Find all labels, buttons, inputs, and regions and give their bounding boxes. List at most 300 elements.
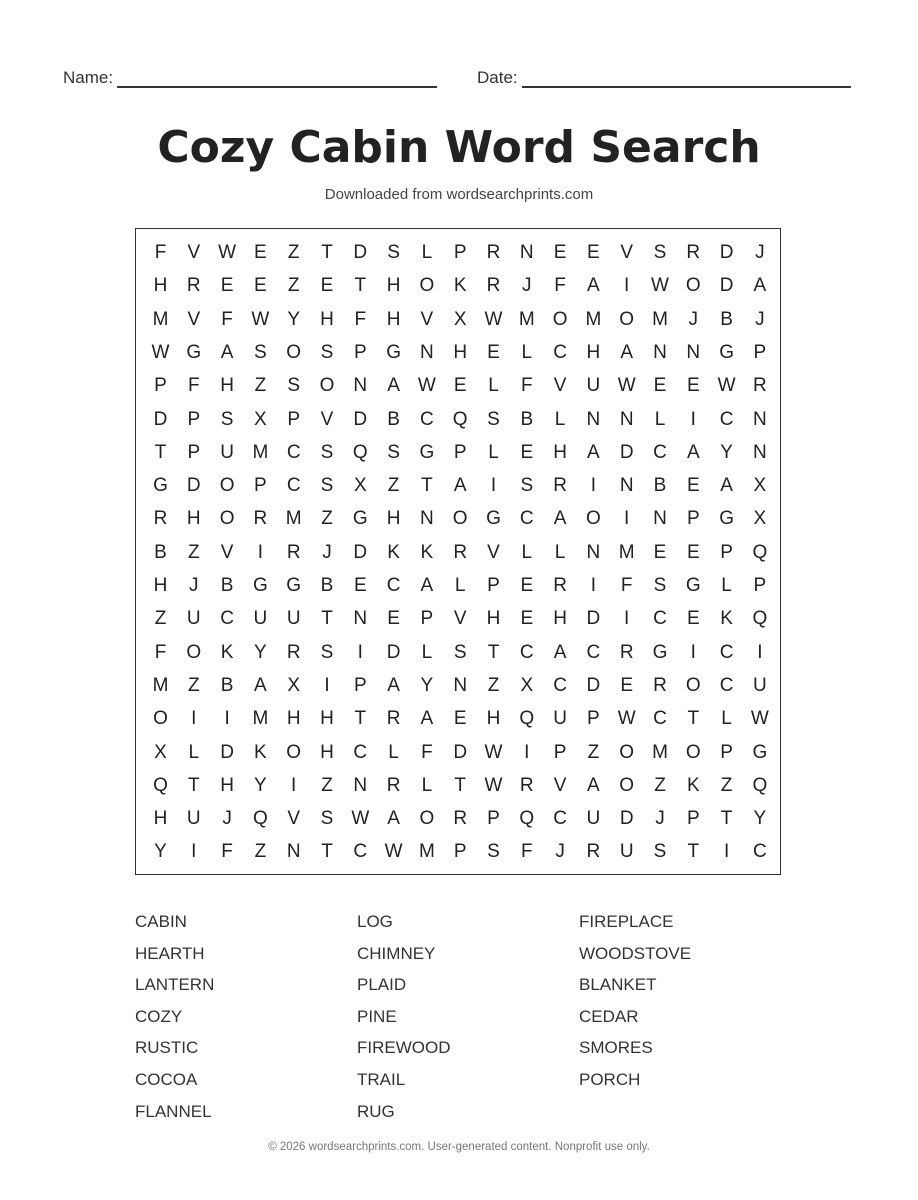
grid-letter: W xyxy=(617,708,636,730)
word-list-item: COZY xyxy=(135,1006,183,1026)
grid-letter: E xyxy=(520,608,534,630)
grid-letter: U xyxy=(186,608,201,630)
grid-letter: Z xyxy=(154,608,167,630)
grid-letter: B xyxy=(220,575,234,596)
grid-letter: D xyxy=(220,741,234,763)
grid-letter: V xyxy=(553,774,567,796)
grid-letter: G xyxy=(386,341,401,363)
word-list-item: SMORES xyxy=(579,1038,653,1058)
grid-letter: Y xyxy=(154,841,167,863)
grid-letter: F xyxy=(221,841,233,863)
grid-letter: V xyxy=(187,242,201,263)
grid-letter: E xyxy=(487,341,500,363)
grid-letter: U xyxy=(586,375,601,397)
grid-letter: S xyxy=(387,242,400,263)
grid-row xyxy=(136,602,780,635)
grid-letter: K xyxy=(387,541,400,563)
grid-letter: N xyxy=(420,508,434,530)
grid-letter: M xyxy=(252,441,269,463)
grid-letter: I xyxy=(690,641,696,663)
grid-letter: H xyxy=(386,508,401,530)
word-list-item: HEARTH xyxy=(135,943,205,963)
grid-letter: A xyxy=(220,341,234,363)
grid-letter: T xyxy=(421,475,433,497)
grid-letter: P xyxy=(187,441,201,463)
grid-letter: E xyxy=(520,575,534,596)
grid-letter: M xyxy=(652,308,668,330)
grid-letter: A xyxy=(720,475,733,497)
grid-letter: W xyxy=(251,308,270,330)
grid-letter: Z xyxy=(387,475,400,497)
grid-letter: T xyxy=(321,608,333,630)
grid-letter: T xyxy=(687,841,700,863)
grid-letter: G xyxy=(153,475,168,497)
grid-letter: D xyxy=(353,242,368,263)
grid-letter: N xyxy=(753,441,767,463)
grid-letter: G xyxy=(352,508,368,530)
grid-letter: D xyxy=(186,475,201,497)
grid-letter: G xyxy=(253,575,268,596)
grid-letter: Q xyxy=(519,808,535,830)
grid-letter: G xyxy=(486,508,501,530)
grid-row xyxy=(136,802,780,835)
grid-letter: U xyxy=(753,674,767,696)
grid-letter: R xyxy=(386,708,401,730)
grid-letter: G xyxy=(286,575,302,596)
grid-letter: F xyxy=(187,375,200,397)
grid-letter: Q xyxy=(452,408,468,430)
grid-letter: Y xyxy=(720,441,733,463)
grid-letter: I xyxy=(357,641,363,663)
grid-letter: Y xyxy=(753,808,767,830)
grid-letter: H xyxy=(153,275,168,297)
grid-row xyxy=(136,769,780,802)
grid-letter: D xyxy=(586,674,601,696)
grid-letter: R xyxy=(486,242,501,263)
grid-letter: D xyxy=(453,741,468,763)
grid-letter: O xyxy=(619,774,635,796)
grid-letter: G xyxy=(419,441,435,463)
grid-letter: I xyxy=(624,608,630,630)
grid-letter: V xyxy=(187,308,201,330)
grid-letter: L xyxy=(454,575,466,596)
grid-letter: T xyxy=(687,708,700,730)
grid-letter: E xyxy=(686,608,700,630)
grid-letter: L xyxy=(488,375,499,397)
grid-letter: P xyxy=(553,741,567,763)
grid-letter: H xyxy=(153,575,168,596)
grid-letter: X xyxy=(520,674,534,696)
grid-letter: R xyxy=(286,641,301,663)
grid-letter: D xyxy=(619,441,634,463)
grid-letter: E xyxy=(620,674,634,696)
grid-letter: A xyxy=(453,475,467,497)
grid-letter: O xyxy=(286,341,302,363)
grid-letter: W xyxy=(151,341,170,363)
grid-letter: X xyxy=(154,741,167,763)
grid-letter: U xyxy=(286,608,301,630)
grid-letter: S xyxy=(487,841,500,863)
grid-letter: Z xyxy=(587,741,600,763)
grid-row xyxy=(136,502,780,535)
grid-letter: Y xyxy=(420,674,434,696)
grid-letter: U xyxy=(619,841,634,863)
grid-letter: I xyxy=(690,408,696,430)
word-list-item: BLANKET xyxy=(579,975,657,995)
grid-letter: H xyxy=(220,375,234,397)
grid-letter: P xyxy=(420,608,434,630)
grid-letter: O xyxy=(552,308,568,330)
grid-letter: A xyxy=(254,674,267,696)
grid-letter: N xyxy=(453,674,468,696)
grid-letter: F xyxy=(620,575,633,596)
grid-letter: N xyxy=(686,341,701,363)
grid-letter: B xyxy=(653,475,667,497)
grid-letter: E xyxy=(587,242,600,263)
grid-letter: K xyxy=(453,275,467,297)
grid-letter: K xyxy=(254,741,267,763)
grid-letter: E xyxy=(653,375,667,397)
grid-letter: N xyxy=(586,541,601,563)
grid-row xyxy=(136,369,780,402)
grid-letter: J xyxy=(755,242,765,263)
grid-letter: S xyxy=(320,808,334,830)
grid-letter: H xyxy=(586,341,601,363)
grid-letter: O xyxy=(452,508,468,530)
grid-letter: S xyxy=(320,441,334,463)
grid-letter: S xyxy=(487,408,500,430)
grid-letter: H xyxy=(153,808,168,830)
grid-letter: I xyxy=(524,741,530,763)
grid-letter: L xyxy=(721,575,732,596)
grid-letter: X xyxy=(753,508,767,530)
grid-letter: A xyxy=(587,275,600,297)
grid-letter: R xyxy=(519,774,534,796)
grid-letter: T xyxy=(321,242,333,263)
grid-letter: C xyxy=(553,808,567,830)
grid-letter: I xyxy=(590,475,597,497)
grid-letter: R xyxy=(386,774,401,796)
grid-letter: T xyxy=(487,641,500,663)
word-list-item: PINE xyxy=(357,1006,397,1026)
grid-letter: W xyxy=(351,808,370,830)
grid-letter: Q xyxy=(752,541,768,563)
grid-letter: N xyxy=(420,341,434,363)
grid-letter: L xyxy=(488,441,499,463)
grid-letter: A xyxy=(387,375,400,397)
grid-letter: B xyxy=(720,308,733,330)
grid-letter: M xyxy=(252,708,269,730)
grid-letter: K xyxy=(686,774,700,796)
grid-letter: C xyxy=(653,608,667,630)
grid-letter: U xyxy=(186,808,201,830)
grid-letter: I xyxy=(224,708,230,730)
grid-row xyxy=(136,269,780,302)
grid-letter: F xyxy=(554,275,566,297)
grid-letter: J xyxy=(755,308,765,330)
grid-letter: J xyxy=(655,808,665,830)
grid-letter: D xyxy=(353,541,368,563)
grid-letter: C xyxy=(553,341,567,363)
grid-letter: H xyxy=(486,708,501,730)
grid-letter: D xyxy=(586,608,601,630)
grid-letter: M xyxy=(152,308,169,330)
grid-row xyxy=(136,436,780,469)
grid-letter: U xyxy=(586,808,601,830)
grid-letter: C xyxy=(286,475,301,497)
grid-letter: B xyxy=(320,575,334,596)
grid-letter: O xyxy=(286,741,302,763)
grid-letter: L xyxy=(554,541,566,563)
grid-letter: A xyxy=(387,808,400,830)
grid-letter: G xyxy=(719,508,734,530)
grid-letter: R xyxy=(286,541,301,563)
grid-letter: U xyxy=(553,708,567,730)
grid-letter: P xyxy=(753,575,767,596)
date-field xyxy=(477,68,851,88)
grid-letter: F xyxy=(520,375,533,397)
grid-letter: T xyxy=(454,774,466,796)
grid-letter: J xyxy=(322,541,332,563)
grid-letter: T xyxy=(187,774,200,796)
word-list-item: LOG xyxy=(357,912,393,931)
grid-letter: W xyxy=(218,242,237,263)
grid-letter: C xyxy=(353,741,368,763)
grid-letter: K xyxy=(220,641,234,663)
grid-letter: C xyxy=(553,674,567,696)
grid-letter: P xyxy=(287,408,301,430)
grid-letter: S xyxy=(387,441,400,463)
word-list-item: WOODSTOVE xyxy=(579,943,692,963)
grid-letter: V xyxy=(420,308,434,330)
grid-row xyxy=(136,469,780,502)
grid-letter: R xyxy=(553,575,567,596)
grid-letter: N xyxy=(653,341,667,363)
grid-letter: I xyxy=(324,674,330,696)
grid-letter: W xyxy=(651,275,669,297)
grid-letter: S xyxy=(320,641,334,663)
grid-row xyxy=(136,835,780,868)
date-line xyxy=(522,72,851,88)
grid-letter: T xyxy=(154,441,167,463)
grid-letter: C xyxy=(586,641,601,663)
grid-letter: P xyxy=(353,674,367,696)
grid-letter: P xyxy=(686,508,700,530)
grid-letter: F xyxy=(421,741,433,763)
word-list-item: COCOA xyxy=(135,1070,198,1089)
grid-letter: A xyxy=(420,575,434,596)
grid-letter: I xyxy=(624,508,630,530)
grid-letter: R xyxy=(453,808,468,830)
grid-letter: Y xyxy=(287,308,301,330)
word-list-item: LANTERN xyxy=(135,975,215,995)
grid-letter: P xyxy=(154,375,167,397)
grid-letter: F xyxy=(354,308,367,330)
grid-letter: C xyxy=(719,408,734,430)
grid-letter: I xyxy=(291,774,297,796)
grid-letter: L xyxy=(421,641,433,663)
grid-letter: O xyxy=(619,308,635,330)
grid-letter: S xyxy=(653,841,667,863)
grid-letter: L xyxy=(421,242,433,263)
grid-letter: E xyxy=(453,375,467,397)
grid-letter: G xyxy=(752,741,768,763)
grid-letter: P xyxy=(254,475,267,497)
grid-letter: E xyxy=(387,608,400,630)
word-list-item: FIREPLACE xyxy=(579,912,674,931)
grid-letter: O xyxy=(219,508,235,530)
grid-letter: Y xyxy=(254,641,267,663)
grid-letter: P xyxy=(487,575,500,596)
grid-letter: V xyxy=(220,541,234,563)
grid-letter: P xyxy=(453,841,467,863)
grid-letter: G xyxy=(186,341,202,363)
grid-letter: Q xyxy=(352,441,368,463)
grid-letter: I xyxy=(191,708,197,730)
grid-letter: S xyxy=(653,242,667,263)
grid-letter: R xyxy=(619,641,634,663)
grid-letter: E xyxy=(320,275,334,297)
grid-letter: I xyxy=(191,841,197,863)
grid-row xyxy=(136,736,780,769)
grid-letter: B xyxy=(220,674,234,696)
grid-letter: A xyxy=(553,641,567,663)
page-title: Cozy Cabin Word Search xyxy=(157,122,761,173)
grid-letter: R xyxy=(653,674,667,696)
word-list-item: PLAID xyxy=(357,975,407,995)
grid-letter: J xyxy=(688,308,699,330)
footer: © 2026 wordsearchprints.com. User-generated content. Nonprofit use only. xyxy=(268,1141,650,1153)
grid-letter: S xyxy=(320,341,334,363)
grid-letter: O xyxy=(685,741,701,763)
grid-letter: Z xyxy=(654,774,666,796)
grid-letter: R xyxy=(586,841,601,863)
grid-letter: R xyxy=(453,541,468,563)
grid-letter: P xyxy=(753,341,767,363)
grid-letter: S xyxy=(254,341,267,363)
grid-row xyxy=(136,636,780,669)
grid-letter: H xyxy=(320,308,334,330)
grid-letter: R xyxy=(153,508,168,530)
grid-letter: O xyxy=(186,641,202,663)
grid-letter: C xyxy=(220,608,234,630)
grid-letter: O xyxy=(153,708,168,730)
grid-letter: H xyxy=(553,608,567,630)
grid-letter: E xyxy=(653,541,667,563)
grid-letter: E xyxy=(353,575,367,596)
grid-letter: M xyxy=(618,541,635,563)
word-list-item: FLANNEL xyxy=(135,1101,212,1121)
grid-letter: N xyxy=(619,475,634,497)
name-field xyxy=(63,68,437,88)
grid-letter: N xyxy=(753,408,767,430)
grid-letter: I xyxy=(723,841,730,863)
grid-letter: P xyxy=(686,808,700,830)
grid-letter: E xyxy=(254,275,267,297)
grid-letter: C xyxy=(353,841,368,863)
grid-letter: R xyxy=(686,242,701,263)
grid-letter: F xyxy=(154,242,167,263)
grid-letter: V xyxy=(553,375,567,397)
grid-letter: S xyxy=(653,575,667,596)
grid-letter: C xyxy=(519,641,534,663)
grid-letter: Q xyxy=(519,708,535,730)
grid-letter: W xyxy=(484,741,503,763)
grid-letter: P xyxy=(487,808,500,830)
grid-letter: D xyxy=(153,408,168,430)
grid-letter: J xyxy=(222,808,232,830)
grid-letter: H xyxy=(386,275,401,297)
grid-letter: Z xyxy=(487,674,500,696)
word-list-item: RUSTIC xyxy=(135,1038,199,1058)
grid-letter: W xyxy=(717,375,736,397)
grid-letter: W xyxy=(484,308,503,330)
grid-letter: K xyxy=(420,541,434,563)
grid-letter: D xyxy=(619,808,634,830)
grid-letter: Z xyxy=(321,774,333,796)
grid-letter: I xyxy=(257,541,264,563)
letter-grid xyxy=(135,228,781,875)
grid-letter: H xyxy=(220,774,234,796)
grid-letter: W xyxy=(384,841,403,863)
grid-letter: H xyxy=(486,608,501,630)
grid-letter: M xyxy=(285,508,302,530)
grid-letter: P xyxy=(187,408,201,430)
grid-letter: K xyxy=(720,608,733,630)
grid-letter: J xyxy=(555,841,565,863)
grid-letter: G xyxy=(652,641,668,663)
grid-letter: E xyxy=(520,441,534,463)
grid-letter: O xyxy=(319,375,335,397)
grid-letter: J xyxy=(522,275,532,297)
word-list-item: TRAIL xyxy=(357,1070,406,1089)
grid-letter: R xyxy=(753,375,767,397)
grid-letter: T xyxy=(720,808,733,830)
grid-letter: M xyxy=(418,841,435,863)
grid-letter: Z xyxy=(187,541,200,563)
grid-letter: Z xyxy=(187,674,200,696)
grid-letter: A xyxy=(587,774,600,796)
grid-letter: A xyxy=(686,441,700,463)
grid-letter: F xyxy=(520,841,533,863)
grid-letter: O xyxy=(685,275,701,297)
grid-letter: I xyxy=(490,475,497,497)
grid-letter: E xyxy=(686,541,700,563)
subtitle: Downloaded from wordsearchprints.com xyxy=(324,186,594,203)
grid-letter: Z xyxy=(287,242,300,263)
grid-letter: H xyxy=(453,341,468,363)
grid-row xyxy=(136,536,780,569)
grid-letter: E xyxy=(220,275,234,297)
grid-letter: O xyxy=(419,275,435,297)
grid-letter: A xyxy=(420,708,434,730)
grid-letter: P xyxy=(453,441,467,463)
grid-letter: B xyxy=(520,408,534,430)
grid-letter: T xyxy=(354,275,367,297)
grid-row xyxy=(136,702,780,735)
grid-letter: M xyxy=(518,308,535,330)
grid-letter: F xyxy=(221,308,233,330)
grid-letter: M xyxy=(152,674,169,696)
grid-letter: C xyxy=(286,441,301,463)
grid-row xyxy=(136,569,780,602)
grid-letter: X xyxy=(353,475,367,497)
grid-letter: E xyxy=(453,708,467,730)
word-list-item: CABIN xyxy=(135,912,187,931)
grid-letter: U xyxy=(253,608,268,630)
grid-letter: Z xyxy=(720,774,733,796)
grid-letter: C xyxy=(653,708,667,730)
